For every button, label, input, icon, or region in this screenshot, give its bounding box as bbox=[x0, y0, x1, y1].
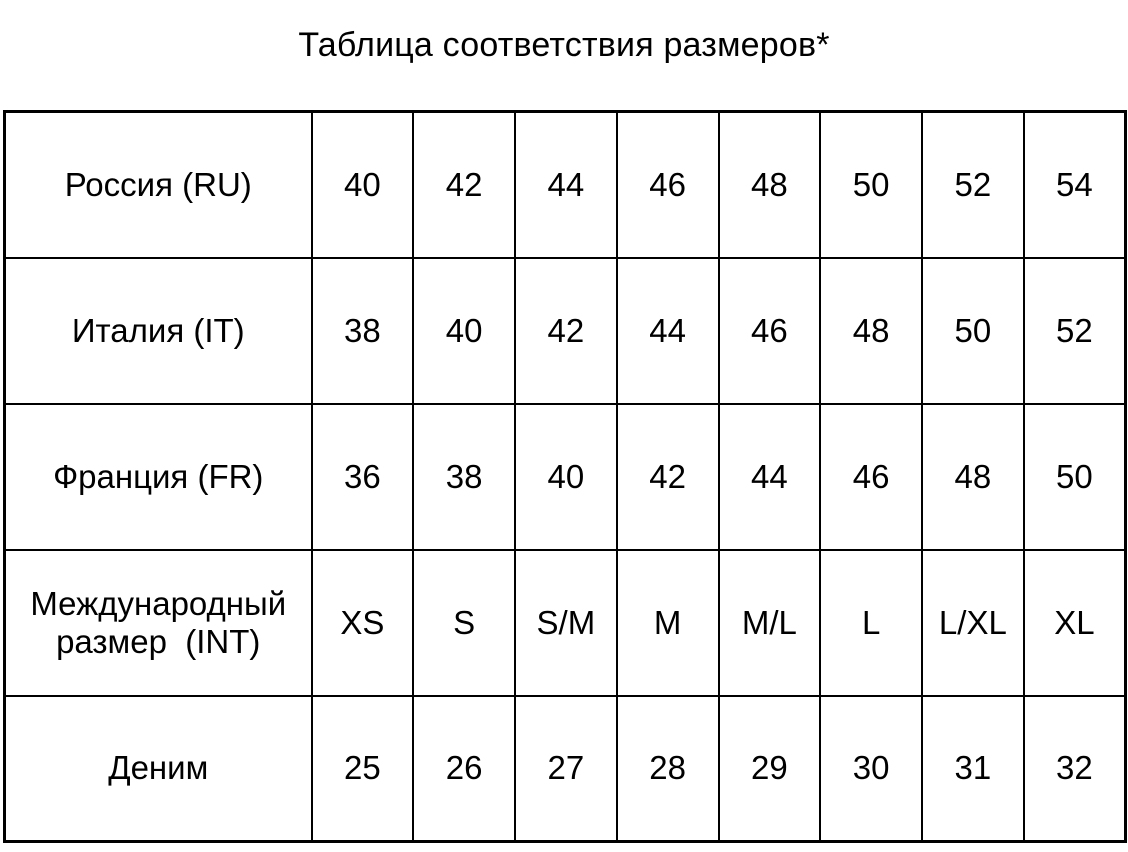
size-cell: 48 bbox=[922, 404, 1024, 550]
size-cell: 50 bbox=[922, 258, 1024, 404]
size-cell: 40 bbox=[515, 404, 617, 550]
row-header: Международный размер (INT) bbox=[5, 550, 312, 696]
size-cell: 27 bbox=[515, 696, 617, 842]
size-table-body bbox=[5, 112, 1126, 842]
size-cell: 52 bbox=[922, 112, 1024, 258]
size-cell: 46 bbox=[820, 404, 922, 550]
table-row bbox=[5, 404, 1126, 550]
size-cell: 38 bbox=[312, 258, 414, 404]
row-header: Италия (IT) bbox=[5, 258, 312, 404]
table-row bbox=[5, 550, 1126, 696]
page-title: Таблица соответствия размеров* bbox=[298, 26, 830, 64]
size-cell: 25 bbox=[312, 696, 414, 842]
size-cell: S bbox=[413, 550, 515, 696]
size-cell: M bbox=[617, 550, 719, 696]
size-cell: 29 bbox=[719, 696, 821, 842]
table-row bbox=[5, 112, 1126, 258]
size-cell: 31 bbox=[922, 696, 1024, 842]
size-cell: 44 bbox=[719, 404, 821, 550]
size-cell: 40 bbox=[413, 258, 515, 404]
size-cell: 30 bbox=[820, 696, 922, 842]
size-cell: L/XL bbox=[922, 550, 1024, 696]
table-row bbox=[5, 696, 1126, 842]
size-cell: 42 bbox=[515, 258, 617, 404]
size-cell: 28 bbox=[617, 696, 719, 842]
size-cell: 54 bbox=[1024, 112, 1126, 258]
size-cell: L bbox=[820, 550, 922, 696]
size-cell: 32 bbox=[1024, 696, 1126, 842]
size-cell: 48 bbox=[719, 112, 821, 258]
row-header: Россия (RU) bbox=[5, 112, 312, 258]
size-cell: 42 bbox=[413, 112, 515, 258]
table-row bbox=[5, 258, 1126, 404]
size-cell: 42 bbox=[617, 404, 719, 550]
size-cell: 52 bbox=[1024, 258, 1126, 404]
size-cell: 46 bbox=[719, 258, 821, 404]
size-cell: 40 bbox=[312, 112, 414, 258]
size-cell: 44 bbox=[617, 258, 719, 404]
size-cell: 46 bbox=[617, 112, 719, 258]
size-cell: 50 bbox=[820, 112, 922, 258]
row-header: Франция (FR) bbox=[5, 404, 312, 550]
size-cell: S/M bbox=[515, 550, 617, 696]
size-cell: M/L bbox=[719, 550, 821, 696]
size-cell: 44 bbox=[515, 112, 617, 258]
size-cell: 50 bbox=[1024, 404, 1126, 550]
size-correspondence-table bbox=[3, 110, 1127, 843]
size-cell: 36 bbox=[312, 404, 414, 550]
size-cell: XS bbox=[312, 550, 414, 696]
size-cell: 38 bbox=[413, 404, 515, 550]
size-cell: XL bbox=[1024, 550, 1126, 696]
size-cell: 26 bbox=[413, 696, 515, 842]
row-header: Деним bbox=[5, 696, 312, 842]
size-cell: 48 bbox=[820, 258, 922, 404]
